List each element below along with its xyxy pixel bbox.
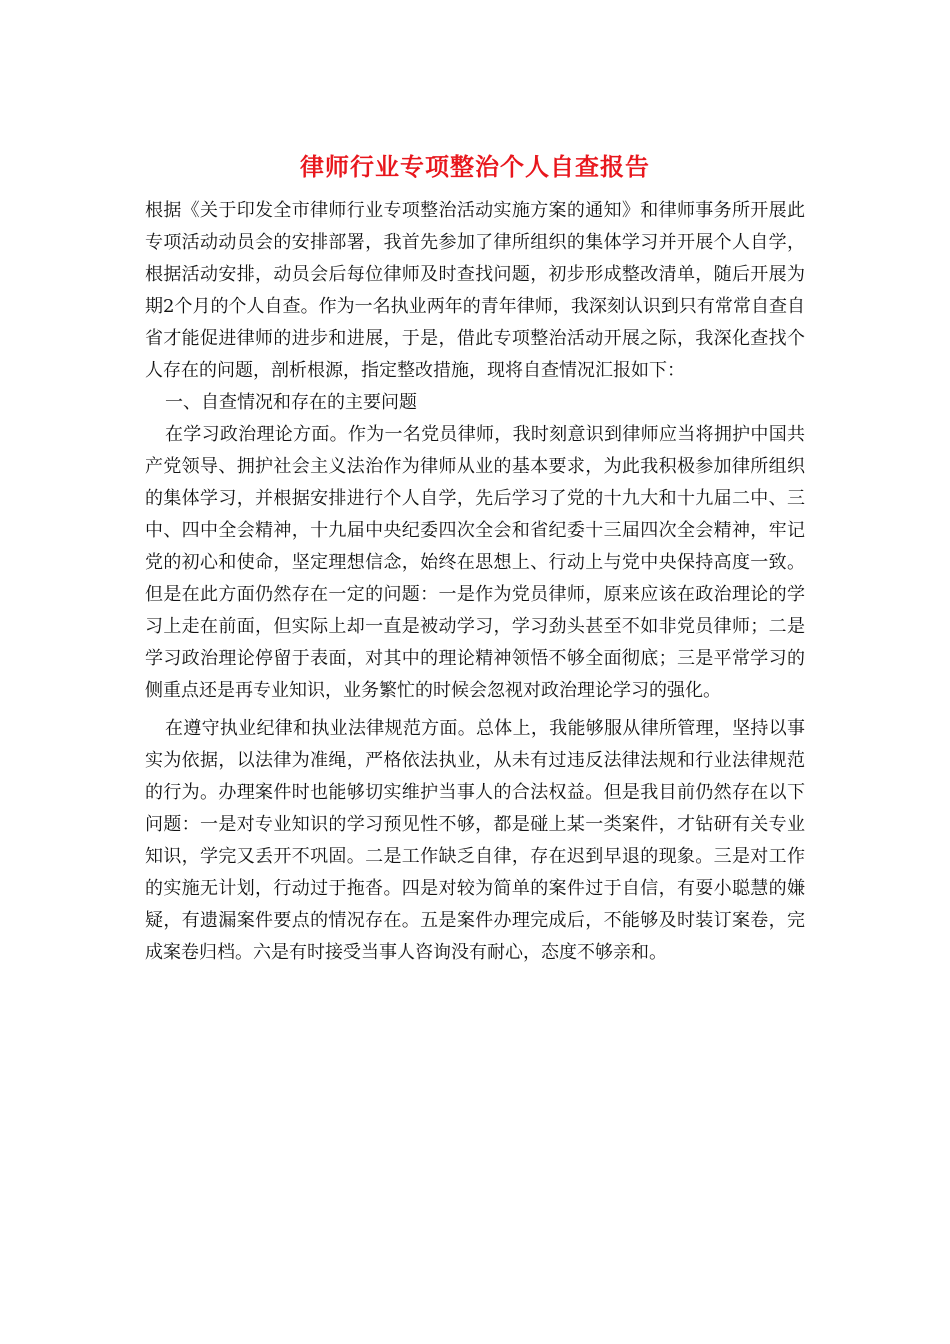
political-study-paragraph: 在学习政治理论方面。作为一名党员律师，我时刻意识到律师应当将拥护中国共产党领导、拥护社会主义法治作为律师从业的基本要求，为此我积极参加律所组织的集体学习，并根据安排进行个人自学，先后学习了党的十九大和十九届二中、三中、四中全会精神，十九届中央纪委四次全会和省纪委十三届四次全会精神，牢记党的初心和使命，坚定理想信念，始终在思想上、行动上与党中央保持高度一致。但是在此方面仍然存在一定的问题：一是作为党员律师，原来应该在政治理论的学习上走在前面，但实际上却一直是被动学习，学习劲头甚至不如非党员律师；二是学习政治理论停留于表面，对其中的理论精神领悟不够全面彻底；三是平常学习的侧重点还是再专业知识，业务繁忙的时候会忽视对政治理论学习的强化。: [145, 424, 805, 701]
discipline-paragraph: 在遵守执业纪律和执业法律规范方面。总体上，我能够服从律所管理，坚持以事实为依据，以法律为准绳，严格依法执业，从未有过违反法律法规和行业法律规范的行为。办理案件时也能够切实维护当事人的合法权益。但是我目前仍然存在以下问题：一是对专业知识的学习预见性不够，都是碰上某一类案件，才钻研有关专业知识，学完又丢开不巩固。二是工作缺乏自律，存在迟到早退的现象。三是对工作的实施无计划，行动过于拖沓。四是对较为简单的案件过于自信，有耍小聪慧的嫌疑，有遗漏案件要点的情况存在。五是案件办理完成后，不能够及时装订案卷，完成案卷归档。六是有时接受当事人咨询没有耐心，态度不够亲和。: [145, 718, 805, 963]
intro-paragraph: 根据《关于印发全市律师行业专项整治活动实施方案的通知》和律师事务所开展此专项活动动员会的安排部署，我首先参加了律所组织的集体学习并开展个人自学，根据活动安排，动员会后每位律师及时查找问题，初步形成整改清单，随后开展为期2个月的个人自查。作为一名执业两年的青年律师，我深刻认识到只有常常自查自省才能促进律师的进步和进展，于是，借此专项整治活动开展之际，我深化查找个人存在的问题，剖析根源，指定整改措施，现将自查情况汇报如下：: [145, 200, 805, 381]
section-heading: 一、自查情况和存在的主要问题: [165, 392, 417, 413]
document-title: 律师行业专项整治个人自查报告: [300, 152, 650, 181]
document-body: [145, 148, 805, 969]
